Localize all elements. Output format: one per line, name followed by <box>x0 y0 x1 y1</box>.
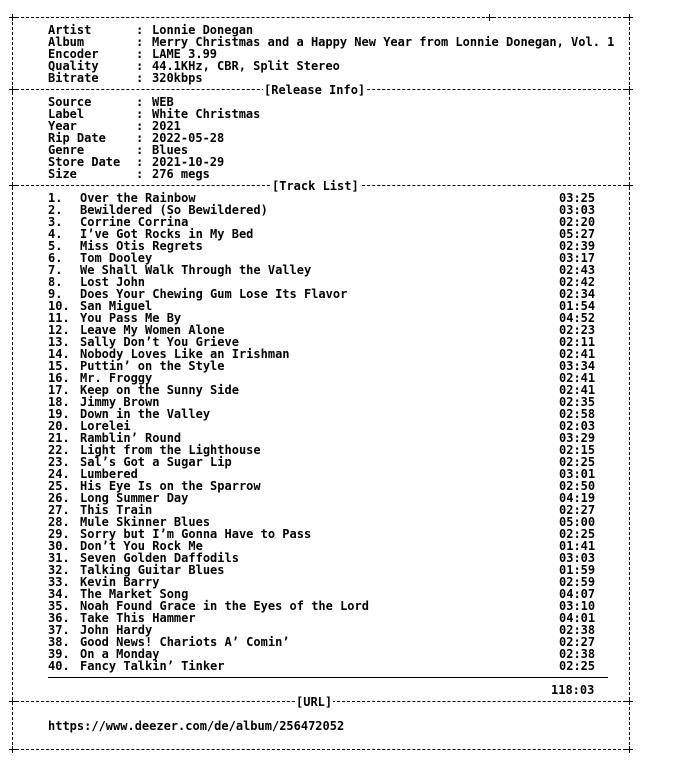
field-value: LAME 3.99 <box>152 47 218 61</box>
track-title: Mr. Froggy <box>80 371 153 385</box>
release-info-title: [Release Info] <box>264 83 366 97</box>
track-duration: 03:34 <box>559 359 596 373</box>
field-colon: : <box>136 59 144 73</box>
track-duration: 02:38 <box>559 623 596 637</box>
field-label: Store Date <box>48 155 121 169</box>
field-colon: : <box>136 167 144 181</box>
track-number: 6. <box>48 251 63 265</box>
track-number: 38. <box>48 635 70 649</box>
track-title: Keep on the Sunny Side <box>80 383 239 397</box>
field-value: 2022-05-28 <box>152 131 225 145</box>
track-title: Nobody Loves Like an Irishman <box>80 347 290 361</box>
track-title: Does Your Chewing Gum Lose Its Flavor <box>80 287 348 301</box>
track-title: The Market Song <box>80 587 189 601</box>
field-value: 2021 <box>152 119 181 133</box>
box-corner <box>9 746 16 753</box>
track-duration: 02:27 <box>559 503 596 517</box>
bottom-border <box>16 749 626 750</box>
track-number: 21. <box>48 431 70 445</box>
track-duration: 02:35 <box>559 395 596 409</box>
box-corner <box>9 86 16 93</box>
track-duration: 03:10 <box>559 599 596 613</box>
track-number: 20. <box>48 419 70 433</box>
track-duration: 02:42 <box>559 275 596 289</box>
track-duration: 02:39 <box>559 239 596 253</box>
track-title: Talking Guitar Blues <box>80 563 225 577</box>
field-label: Year <box>48 119 77 133</box>
track-title: Jimmy Brown <box>80 395 160 409</box>
track-duration: 02:27 <box>559 635 596 649</box>
field-label: Size <box>48 167 77 181</box>
box-corner <box>9 182 16 189</box>
track-number: 25. <box>48 479 70 493</box>
field-value: Blues <box>152 143 189 157</box>
track-duration: 02:41 <box>559 383 596 397</box>
track-title: You Pass Me By <box>80 311 182 325</box>
track-number: 11. <box>48 311 70 325</box>
album-url[interactable]: https://www.deezer.com/de/album/256472052 <box>48 719 345 733</box>
track-duration: 01:41 <box>559 539 596 553</box>
track-number: 7. <box>48 263 63 277</box>
track-title: Fancy Talkin’ Tinker <box>80 659 225 673</box>
track-number: 19. <box>48 407 70 421</box>
box-corner <box>626 698 633 705</box>
track-number: 3. <box>48 215 63 229</box>
field-colon: : <box>136 47 144 61</box>
track-duration: 04:52 <box>559 311 596 325</box>
track-number: 24. <box>48 467 70 481</box>
track-duration: 02:38 <box>559 647 596 661</box>
track-duration: 03:17 <box>559 251 596 265</box>
box-corner <box>9 14 16 21</box>
track-title: John Hardy <box>80 623 153 637</box>
track-duration: 02:23 <box>559 323 596 337</box>
field-value: White Christmas <box>152 107 261 121</box>
box-corner <box>626 86 633 93</box>
field-value: 276 megs <box>152 167 210 181</box>
track-number: 26. <box>48 491 70 505</box>
header-top-border <box>16 17 485 18</box>
track-duration: 02:25 <box>559 659 596 673</box>
track-title: Long Summer Day <box>80 491 189 505</box>
track-duration: 03:03 <box>559 203 596 217</box>
track-title: Lost John <box>80 275 146 289</box>
track-title: Sal’s Got a Sugar Lip <box>80 455 232 469</box>
track-number: 15. <box>48 359 70 373</box>
track-title: Corrine Corrina <box>80 215 189 229</box>
track-title: Lumbered <box>80 467 138 481</box>
track-title: Ramblin’ Round <box>80 431 182 445</box>
track-title: Sally Don’t You Grieve <box>80 335 239 349</box>
track-title: Light from the Lighthouse <box>80 443 261 457</box>
track-title: Kevin Barry <box>80 575 160 589</box>
track-number: 28. <box>48 515 70 529</box>
field-colon: : <box>136 143 144 157</box>
track-duration: 01:54 <box>559 299 596 313</box>
field-colon: : <box>136 23 144 37</box>
track-number: 37. <box>48 623 70 637</box>
track-title: Down in the Valley <box>80 407 211 421</box>
track-number: 4. <box>48 227 63 241</box>
total-separator <box>48 677 608 678</box>
track-duration: 04:01 <box>559 611 596 625</box>
track-number: 23. <box>48 455 70 469</box>
field-label: Source <box>48 95 92 109</box>
track-duration: 02:59 <box>559 575 596 589</box>
track-number: 13. <box>48 335 70 349</box>
track-number: 27. <box>48 503 70 517</box>
track-number: 22. <box>48 443 70 457</box>
field-colon: : <box>136 95 144 109</box>
track-duration: 05:27 <box>559 227 596 241</box>
track-duration: 03:03 <box>559 551 596 565</box>
track-number: 16. <box>48 371 70 385</box>
track-title: San Miguel <box>80 299 153 313</box>
track-list-title: [Track List] <box>272 179 359 193</box>
track-number: 2. <box>48 203 63 217</box>
track-row <box>0 660 680 672</box>
field-label: Genre <box>48 143 85 157</box>
track-number: 8. <box>48 275 63 289</box>
track-title: Seven Golden Daffodils <box>80 551 239 565</box>
track-number: 9. <box>48 287 63 301</box>
track-number: 32. <box>48 563 70 577</box>
track-title: Puttin’ on the Style <box>80 359 225 373</box>
field-value: 2021-10-29 <box>152 155 225 169</box>
field-label: Encoder <box>48 47 99 61</box>
field-colon: : <box>136 131 144 145</box>
track-title: Over the Rainbow <box>80 191 196 205</box>
field-colon: : <box>136 155 144 169</box>
track-duration: 02:41 <box>559 347 596 361</box>
field-value: Lonnie Donegan <box>152 23 254 37</box>
track-title: Take This Hammer <box>80 611 196 625</box>
field-colon: : <box>136 119 144 133</box>
track-number: 5. <box>48 239 63 253</box>
field-colon: : <box>136 35 144 49</box>
track-duration: 02:03 <box>559 419 596 433</box>
track-number: 35. <box>48 599 70 613</box>
track-duration: 04:19 <box>559 491 596 505</box>
box-corner <box>626 182 633 189</box>
track-number: 10. <box>48 299 70 313</box>
field-label: Quality <box>48 59 99 73</box>
track-duration: 02:43 <box>559 263 596 277</box>
field-value: 320kbps <box>152 71 203 85</box>
track-duration: 01:59 <box>559 563 596 577</box>
track-title: I’ve Got Rocks in My Bed <box>80 227 254 241</box>
track-number: 12. <box>48 323 70 337</box>
track-title: This Train <box>80 503 153 517</box>
field-label: Label <box>48 107 85 121</box>
track-title: Don’t You Rock Me <box>80 539 203 553</box>
box-corner <box>486 14 493 21</box>
field-label: Bitrate <box>48 71 99 85</box>
total-duration: 118:03 <box>551 683 595 697</box>
track-title: Tom Dooley <box>80 251 153 265</box>
box-corner <box>9 698 16 705</box>
track-number: 31. <box>48 551 70 565</box>
track-number: 36. <box>48 611 70 625</box>
track-duration: 02:58 <box>559 407 596 421</box>
track-number: 1. <box>48 191 63 205</box>
track-number: 39. <box>48 647 70 661</box>
track-number: 40. <box>48 659 70 673</box>
track-duration: 02:50 <box>559 479 596 493</box>
field-value: WEB <box>152 95 174 109</box>
field-label: Rip Date <box>48 131 106 145</box>
track-duration: 02:11 <box>559 335 596 349</box>
url-title: [URL] <box>296 695 333 709</box>
track-title: Mule Skinner Blues <box>80 515 211 529</box>
track-number: 14. <box>48 347 70 361</box>
field-value: 44.1KHz, CBR, Split Stereo <box>152 59 340 73</box>
track-duration: 02:15 <box>559 443 596 457</box>
box-corner <box>626 14 633 21</box>
track-duration: 02:20 <box>559 215 596 229</box>
field-value: Merry Christmas and a Happy New Year from Lonnie Donegan, Vol. 1 <box>152 35 615 49</box>
track-duration: 05:00 <box>559 515 596 529</box>
track-title: Sorry but I’m Gonna Have to Pass <box>80 527 312 541</box>
track-duration: 02:34 <box>559 287 596 301</box>
track-duration: 03:01 <box>559 467 596 481</box>
track-duration: 03:29 <box>559 431 596 445</box>
header-top-border-right <box>493 17 626 18</box>
track-title: Good News! Chariots A’ Comin’ <box>80 635 290 649</box>
track-title: We Shall Walk Through the Valley <box>80 263 312 277</box>
track-title: His Eye Is on the Sparrow <box>80 479 261 493</box>
field-colon: : <box>136 107 144 121</box>
box-corner <box>626 746 633 753</box>
field-label: Artist <box>48 23 92 37</box>
track-number: 29. <box>48 527 70 541</box>
track-title: On a Monday <box>80 647 160 661</box>
track-duration: 02:25 <box>559 455 596 469</box>
track-number: 34. <box>48 587 70 601</box>
track-title: Noah Found Grace in the Eyes of the Lord <box>80 599 369 613</box>
track-title: Lorelei <box>80 419 131 433</box>
track-duration: 04:07 <box>559 587 596 601</box>
track-duration: 03:25 <box>559 191 596 205</box>
track-number: 18. <box>48 395 70 409</box>
track-number: 17. <box>48 383 70 397</box>
track-duration: 02:41 <box>559 371 596 385</box>
track-number: 30. <box>48 539 70 553</box>
track-title: Bewildered (So Bewildered) <box>80 203 268 217</box>
track-number: 33. <box>48 575 70 589</box>
track-title: Miss Otis Regrets <box>80 239 203 253</box>
track-duration: 02:25 <box>559 527 596 541</box>
track-title: Leave My Women Alone <box>80 323 225 337</box>
field-label: Album <box>48 35 85 49</box>
field-colon: : <box>136 71 144 85</box>
